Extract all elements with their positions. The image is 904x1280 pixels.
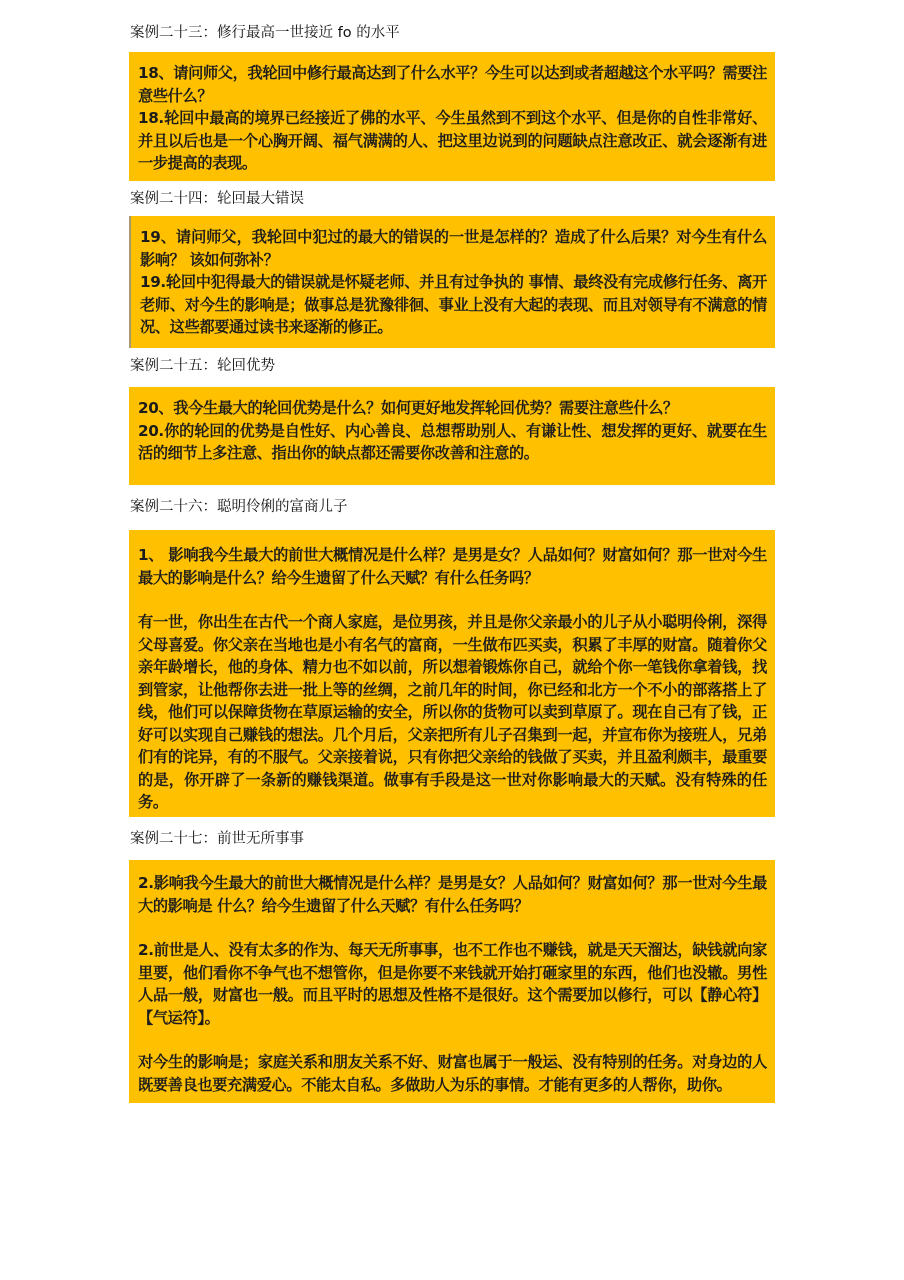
case-27-influence: 对今生的影响是；家庭关系和朋友关系不好、财富也属于一般运、没有特别的任务。对身边的人既要善良也要充满爱心。不能太自私。多做助人为乐的事情。才能有更多的人帮你，助你。 bbox=[138, 1053, 767, 1094]
case-24-heading: 案例二十四：轮回最大错误 bbox=[130, 191, 304, 207]
case-26-box bbox=[129, 530, 775, 817]
case-24-answer: 19.轮回中犯得最大的错误就是怀疑老师、并且有过争执的 事情、最终没有完成修行任务、离开老师、对今生的影响是；做事总是犹豫徘徊、事业上没有大起的表现、而且对领导有不满意的情况、这些都要通过读书来逐渐的修正。 bbox=[140, 273, 767, 336]
case-25-answer: 20.你的轮回的优势是自性好、内心善良、总想帮助别人、有谦让性、想发挥的更好、就要在生活的细节上多注意、指出你的缺点都还需要你改善和注意的。 bbox=[138, 421, 767, 462]
case-26-heading: 案例二十六：聪明伶俐的富商儿子 bbox=[130, 499, 348, 515]
case-25-question: 20、我今生最大的轮回优势是什么？如何更好地发挥轮回优势？需要注意些什么？ bbox=[138, 399, 678, 417]
case-26-answer: 有一世，你出生在古代一个商人家庭，是位男孩，并且是你父亲最小的儿子从小聪明伶俐，深得父母喜爱。你父亲在当地也是小有名气的富商，一生做布匹买卖，积累了丰厚的财富。随着你父亲年龄增长，他的身体、精力也不如以前，所以想着锻炼你自己，就给个你一笔钱你拿着钱，找到管家，让他帮你去进一批上等的丝绸，之前几年的时间，你已经和北方一个不小的部落搭上了线，他们可以保障货物在草原运输的安全，所以你的货物可以卖到草原了。现在自己有了钱，正好可以实现自己赚钱的想法。几个月后，父亲把所有儿子召集到一起，并宣布你为接班人，兄弟们有的诧异，有的不服气。父亲接着说，只有你把父亲给的钱做了买卖，并且盈利颇丰，最重要的是，你开辟了一条新的赚钱渠道。做事有手段是这一世对你影响最大的天赋。没有特殊的任务。 bbox=[138, 613, 767, 811]
case-23-heading: 案例二十三：修行最高一世接近 fo 的水平 bbox=[130, 25, 400, 41]
case-25-heading: 案例二十五：轮回优势 bbox=[130, 358, 275, 374]
case-26-question: 1、 影响我今生最大的前世大概情况是什么样？是男是女？人品如何？财富如何？那一世对今生最大的影响是什么？给今生遗留了什么天赋？有什么任务吗？ bbox=[138, 546, 767, 587]
case-23-question: 18、请问师父，我轮回中修行最高达到了什么水平？今生可以达到或者超越这个水平吗？需要注意些什么？ bbox=[138, 64, 767, 105]
case-27-answer: 2.前世是人、没有太多的作为、每天无所事事，也不工作也不赚钱，就是天天溜达，缺钱就向家里要，他们看你不争气也不想管你，但是你要不来钱就开始打砸家里的东西，他们也没辙。男性人品一般，财富也一般。而且平时的思想及性格不是很好。这个需要加以修行，可以【静心符】【气运符】。 bbox=[138, 941, 767, 1027]
case-23-box bbox=[129, 52, 775, 181]
case-24-box bbox=[129, 216, 775, 348]
case-27-question: 2.影响我今生最大的前世大概情况是什么样？是男是女？人品如何？财富如何？那一世对今生最大的影响是 什么？给今生遗留了什么天赋？有什么任务吗？ bbox=[138, 874, 767, 915]
case-23-answer: 18.轮回中最高的境界已经接近了佛的水平、今生虽然到不到这个水平、但是你的自性非常好、并且以后也是一个心胸开阔、福气满满的人、把这里边说到的问题缺点注意改正、就会逐渐有进一步提高的表现。 bbox=[138, 109, 767, 172]
case-27-box bbox=[129, 860, 775, 1103]
case-24-question: 19、请问师父，我轮回中犯过的最大的错误的一世是怎样的？造成了什么后果？对今生有什么影响？ 该如何弥补？ bbox=[140, 228, 767, 269]
case-27-heading: 案例二十七：前世无所事事 bbox=[130, 831, 304, 847]
case-25-box bbox=[129, 387, 775, 485]
